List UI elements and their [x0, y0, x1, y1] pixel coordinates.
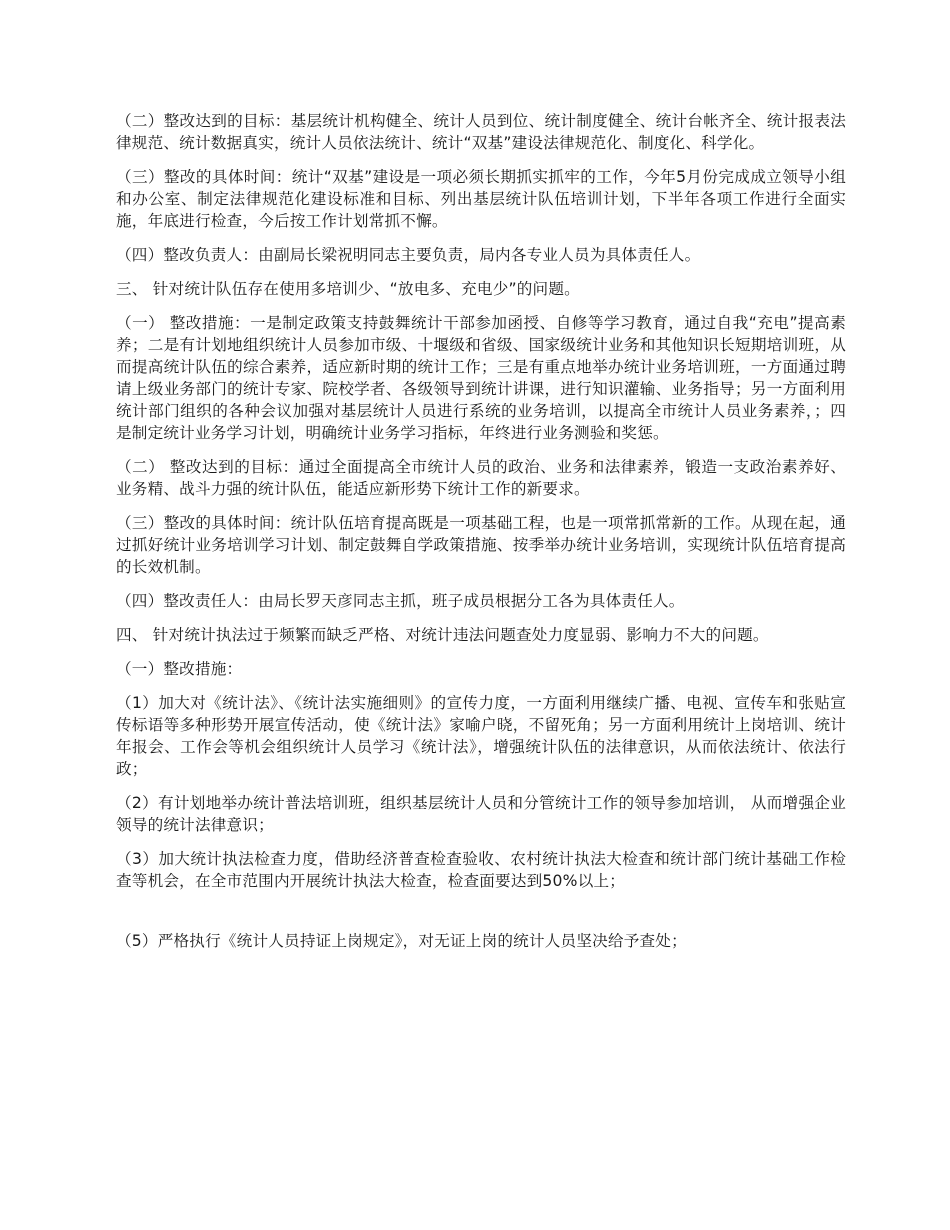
section-heading-4: 四、 针对统计执法过于频繁而缺乏严格、对统计违法问题查处力度显弱、影响力不大的问题。 [116, 626, 769, 644]
list-item-measure-3: （3）加大统计执法检查力度，借助经济普查检查验收、农村统计执法大检查和统计部门统计基础工作检查等机会，在全市范围内开展统计执法大检查，检查面要达到50%以上； [116, 850, 846, 890]
section-heading-3: 三、 针对统计队伍存在使用多培训少、“放电多、充电少”的问题。 [116, 280, 580, 298]
paragraph-responsible-person-2: （四）整改责任人：由局长罗天彦同志主抓，班子成员根据分工各为具体责任人。 [116, 592, 685, 610]
paragraph-rectification-goal-2: （二） 整改达到的目标：通过全面提高全市统计人员的政治、业务和法律素养，锻造一支政治素养好、业务精、战斗力强的统计队伍，能适应新形势下统计工作的新要求。 [116, 458, 846, 498]
paragraph-rectification-time-1: （三）整改的具体时间：统计“双基”建设是一项必须长期抓实抓牢的工作，今年5月份完成成立领导小组和办公室、制定法律规范化建设标准和目标、列出基层统计队伍培训计划，下半年各项工作进行全面实施，年底进行检查，今后按工作计划常抓不懈。 [116, 168, 846, 230]
paragraph-rectification-time-2: （三）整改的具体时间：统计队伍培育提高既是一项基础工程，也是一项常抓常新的工作。从现在起，通过抓好统计业务培训学习计划、制定鼓舞自学政策措施、按季举办统计业务培训，实现统计队伍培育提高的长效机制。 [116, 514, 846, 576]
list-item-measure-5: （5）严格执行《统计人员持证上岗规定》，对无证上岗的统计人员坚决给予查处； [116, 932, 687, 950]
paragraph-measures-heading-4: （一）整改措施： [116, 660, 243, 678]
list-item-measure-2: （2）有计划地举办统计普法培训班，组织基层统计人员和分管统计工作的领导参加培训， 从而增强企业领导的统计法律意识； [116, 794, 846, 834]
list-item-measure-1: （1）加大对《统计法》、《统计法实施细则》的宣传力度，一方面利用继续广播、电视、宣传车和张贴宣传标语等多种形势开展宣传活动，使《统计法》家喻户晓，不留死角；另一方面利用统计上岗培训、统计年报会、工作会等机会组织统计人员学习《统计法》，增强统计队伍的法律意识，从而依法统计、依法行政； [116, 694, 846, 778]
paragraph-responsible-person-1: （四）整改负责人：由副局长梁祝明同志主要负责，局内各专业人员为具体责任人。 [116, 246, 701, 264]
paragraph-rectification-goal-1: （二）整改达到的目标：基层统计机构健全、统计人员到位、统计制度健全、统计台帐齐全、统计报表法律规范、统计数据真实，统计人员依法统计、统计“双基”建设法律规范化、制度化、科学化。 [116, 112, 846, 152]
document-body [116, 110, 846, 964]
paragraph-rectification-measures-2: （一） 整改措施：一是制定政策支持鼓舞统计干部参加函授、自修等学习教育，通过自我“充电”提高素养；二是有计划地组织统计人员参加市级、十堰级和省级、国家级统计业务和其他知识长短期培训班，从而提高统计队伍的综合素养，适应新时期的统计工作；三是有重点地举办统计业务培训班，一方面通过聘请上级业务部门的统计专家、院校学者、各级领导到统计讲课，进行知识灌输、业务指导；另一方面利用统计部门组织的各种会议加强对基层统计人员进行系统的业务培训，以提高全市统计人员业务素养，；四是制定统计业务学习计划，明确统计业务学习指标，年终进行业务测验和奖惩。 [116, 314, 846, 442]
